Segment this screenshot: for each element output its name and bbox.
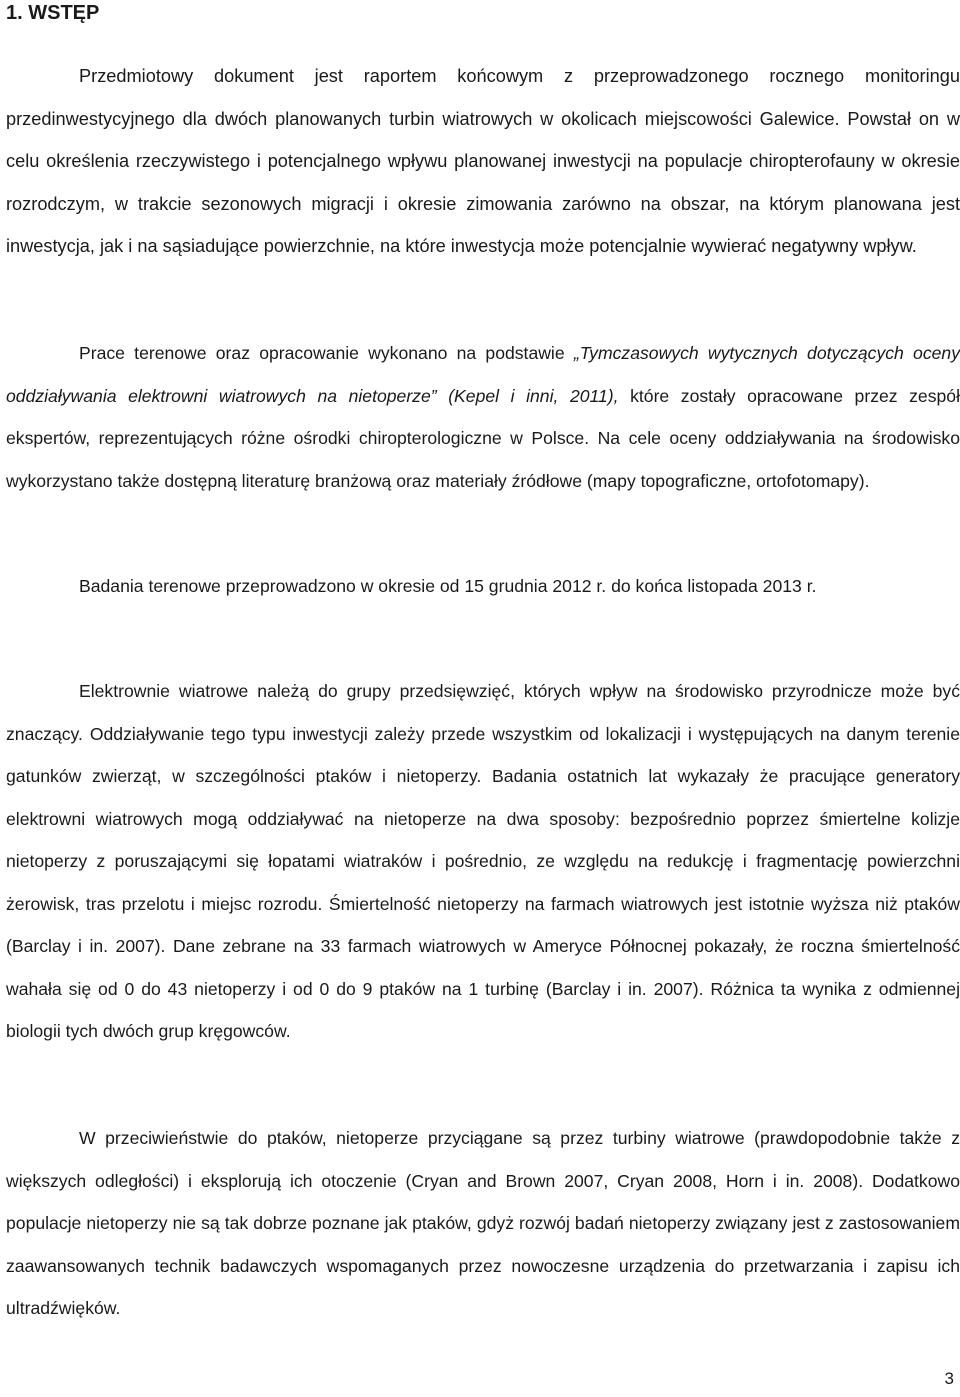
paragraph-impact: Elektrownie wiatrowe należą do grupy przedsięwzięć, których wpływ na środowisko przyrodnicze może być znaczący. Oddziaływanie tego typu inwestycji zależy przede wszystkim od lokalizacji i występujących na danym terenie gatunków zwierząt, w szczególności ptaków i nietoperzy. Badania ostatnich lat wykazały że pracujące generatory elektrowni wiatrowych mogą oddziaływać na nietoperze na dwa sposoby: bezpośrednio poprzez śmiertelne kolizje nietoperzy z poruszającymi się łopatami wiatraków i pośrednio, ze względu na redukcję i fragmentację powierzchni żerowisk, tras przelotu i miejsc rozrodu. Śmiertelność nietoperzy na farmach wiatrowych jest istotnie wyższa niż ptaków (Barclay i in. 2007). Dane zebrane na 33 farmach wiatrowych w Ameryce Północnej pokazały, że roczna śmiertelność wahała się od 0 do 43 nietoperzy i od 0 do 9 ptaków na 1 turbinę (Barclay i in. 2007). Różnica ta wynika z odmiennej biologii tych dwóch grup kręgowców.	[6, 681, 960, 1041]
paragraph-field-period: Badania terenowe przeprowadzono w okresie od 15 grudnia 2012 r. do końca listopada 2013 r.	[79, 576, 817, 596]
paragraph-methods-text-before: Prace terenowe oraz opracowanie wykonano na podstawie	[79, 343, 574, 363]
paragraph-intro: Przedmiotowy dokument jest raportem końcowym z przeprowadzonego rocznego monitoringu przedinwestycyjnego dla dwóch planowanych turbin wiatrowych w okolicach miejscowości Galewice. Powstał on w celu określenia rzeczywistego i potencjalnego wpływu planowanej inwestycji na populacje chiropterofauny w okresie rozrodczym, w trakcie sezonowych migracji i okresie zimowania zarówno na obszar, na którym planowana jest inwestycja, jak i na sąsiadujące powierzchnie, na które inwestycja może potencjalnie wywierać negatywny wpływ.	[6, 66, 960, 256]
section-heading: 1. WSTĘP	[6, 2, 100, 24]
paragraph-methods	[6, 332, 960, 502]
paragraph-attraction: W przeciwieństwie do ptaków, nietoperze przyciągane są przez turbiny wiatrowe (prawdopodobnie także z większych odległości) i eksplorują ich otoczenie (Cryan and Brown 2007, Cryan 2008, Horn i in. 2008). Dodatkowo populacje nietoperzy nie są tak dobrze poznane jak ptaków, gdyż rozwój badań nietoperzy związany jest z zastosowaniem zaawansowanych technik badawczych wspomaganych przez nowoczesne urządzenia do przetwarzania i zapisu ich ultradźwięków.	[6, 1128, 960, 1318]
paragraph-methods-text-after: które zostały opracowane przez zespół ekspertów, reprezentujących różne ośrodki chiropterologiczne w Polsce. Na cele oceny oddziaływania na środowisko wykorzystano także dostępną literaturę branżową oraz materiały źródłowe (mapy topograficzne, ortofotomapy).	[6, 385, 960, 491]
page-number: 3	[944, 1369, 954, 1388]
paragraph-methods-citation: „Tymczasowych wytycznych dotyczących oceny oddziaływania elektrowni wiatrowych na nietoperze” (Kepel i inni, 2011),	[6, 343, 960, 406]
document-page	[6, 0, 960, 1397]
